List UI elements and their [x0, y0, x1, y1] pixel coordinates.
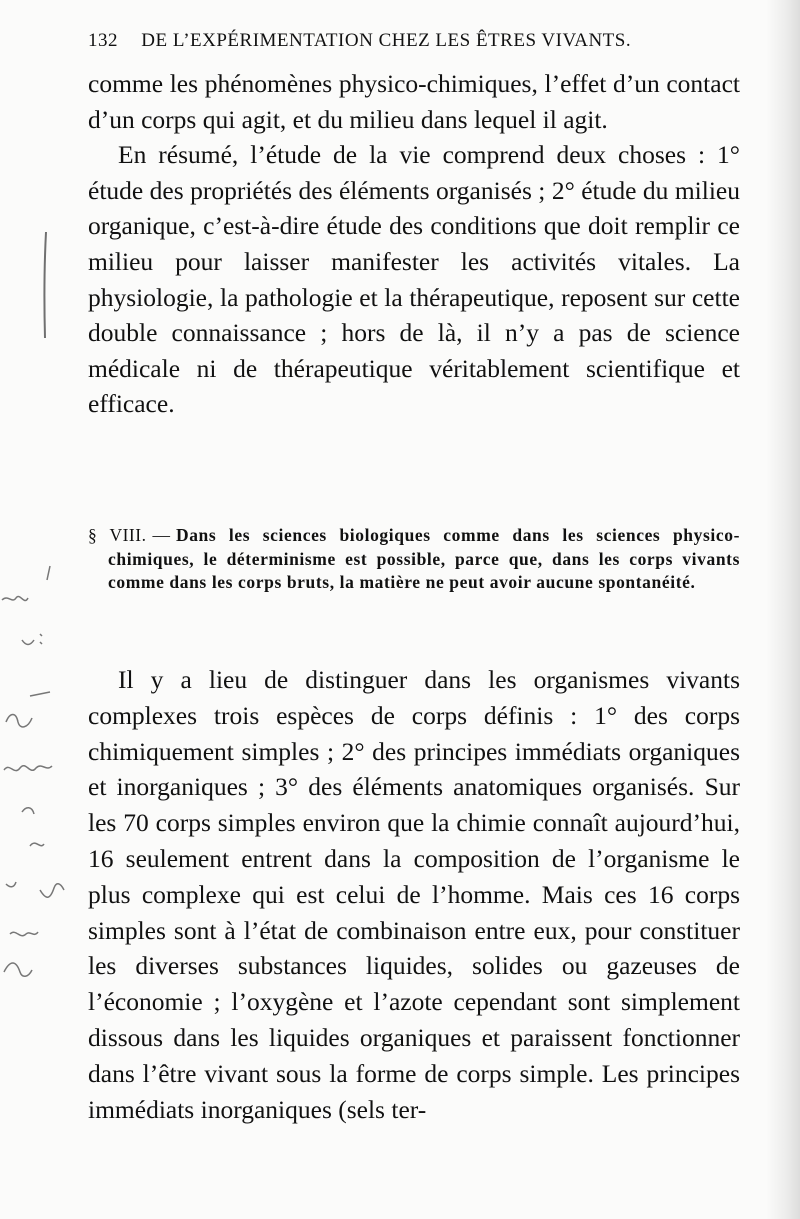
running-title: DE L’EXPÉRIMENTATION CHEZ LES ÊTRES VIVANTS.	[141, 30, 632, 51]
paragraph-continuation: comme les phénomènes physico-chimiques, l’effet d’un contact d’un corps qui agit, et du milieu dans lequel il agit.	[88, 69, 740, 134]
section-number: § VIII.	[88, 525, 147, 545]
section-heading	[88, 524, 740, 595]
section-dash: —	[152, 525, 170, 545]
paragraph-corps-definis: Il y a lieu de distinguer dans les organismes vivants complexes trois espèces de corps définis : 1° des corps chimiquement simples ; 2° des principes immédiats organiques et inorganiques ; 3° des éléments anatomiques organisés. Sur les 70 corps simples environ que la chimie connaît aujourd’hui, 16 seulement entrent dans la composition de l’organisme le plus complexe qui est celui de l’homme. Mais ces 16 corps simples sont à l’état de combinaison entre eux, pour constituer les diverses substances liquides, solides ou gazeuses de l’économie ; l’oxygène et l’azote cependant sont simplement dissous dans les liquides organiques et paraissent fonctionner dans l’être vivant sous la forme de corps simple. Les principes immédiats inorganiques (sels ter-	[88, 665, 740, 1124]
running-header	[88, 30, 748, 52]
pencil-scribbles-icon	[0, 0, 80, 1219]
section-title: Dans les sciences biologiques comme dans les sciences physico-chimiques, le déterminisme est possible, parce que, dans les corps vivants comme dans les corps bruts, la matière ne peut avoir aucune spontanéité.	[108, 525, 740, 592]
body-text-bottom	[88, 662, 740, 1127]
body-text-top	[88, 66, 740, 422]
page-gutter-shadow	[766, 0, 800, 1219]
margin-pencil-annotations	[0, 0, 80, 1219]
section-heading-block	[88, 524, 740, 595]
paragraph-summary: En résumé, l’étude de la vie comprend deux choses : 1° étude des propriétés des éléments organisés ; 2° étude du milieu organique, c’est-à-dire étude des conditions que doit remplir ce milieu pour laisser manifester les activités vitales. La physiologie, la pathologie et la thérapeutique, reposent sur cette double connaissance ; hors de là, il n’y a pas de science médicale ni de thérapeutique véritablement scientifique et efficace.	[88, 140, 740, 419]
page-number: 132	[88, 30, 118, 51]
